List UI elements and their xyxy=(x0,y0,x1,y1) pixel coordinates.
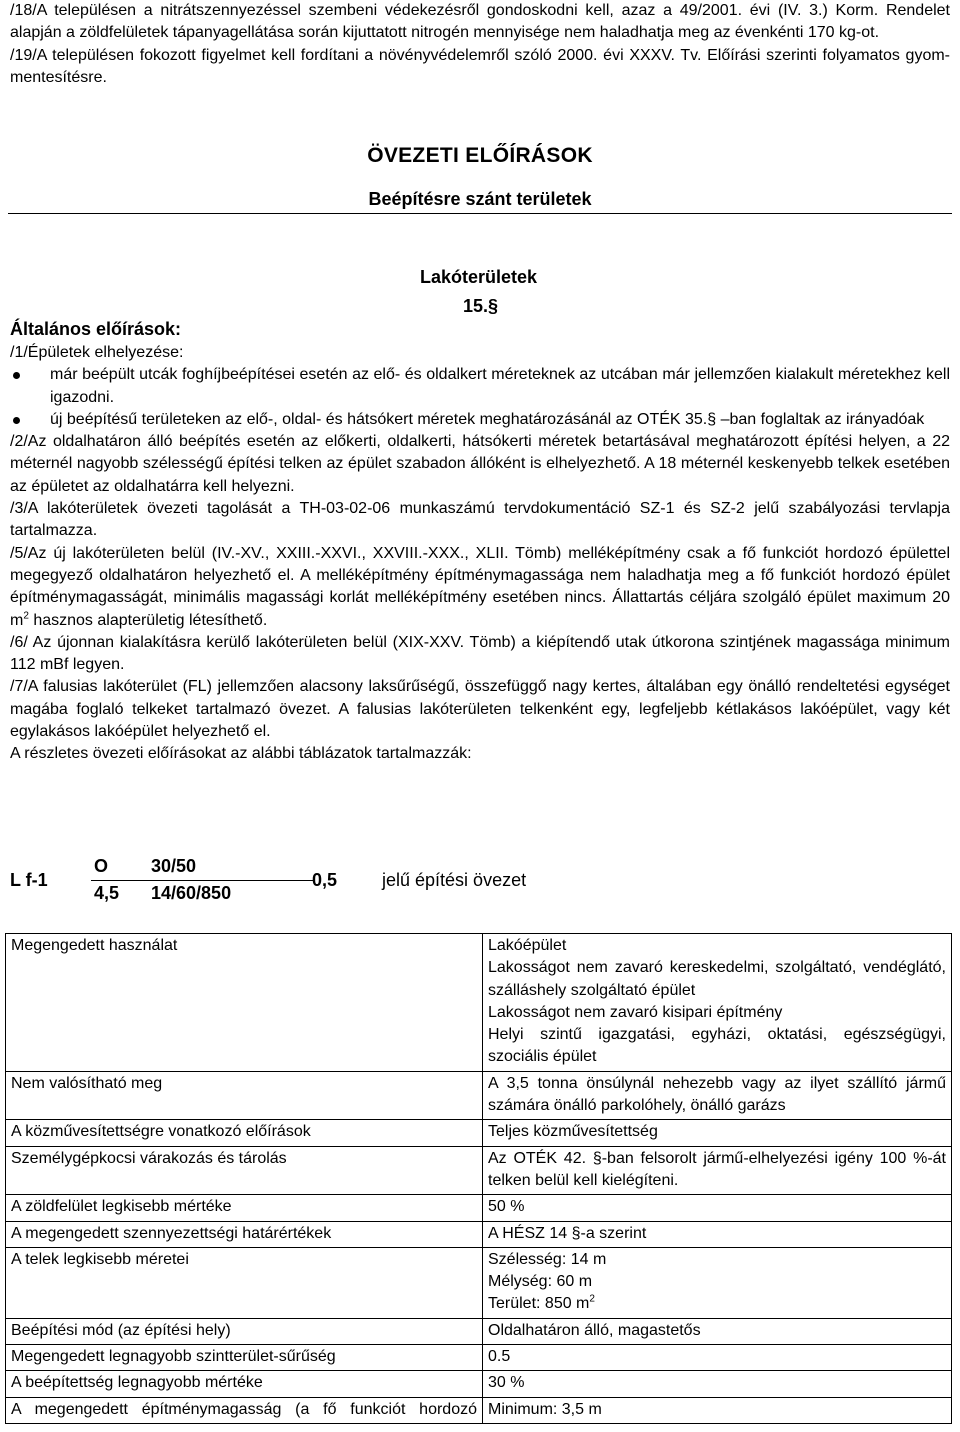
zone-rules-table xyxy=(5,933,952,1424)
bullet-text: már beépült utcák foghíjbeépítései esetén az elő- és oldalkert méreteknek az utcában már jellemzően kialakult méretekhez kell igazodni. xyxy=(50,366,950,406)
bullet-item xyxy=(10,364,950,409)
min-depth: Mélység: 60 m xyxy=(488,1273,593,1291)
rule-2: /2/Az oldalhatáron álló beépítés esetén az előkerti, oldalkerti, hátsókerti méretek betartásával meghatározott építési helyen, a 22 méternél nagyobb szélességű építési telken az épület szabadon állóként is elhelyezhető. A 18 méternél keskenyebb telkek esetében az épületet az oldalhatárra kell helyezni. xyxy=(10,433,950,495)
rule-5-end: hasznos alapterületig létesíthető. xyxy=(28,611,268,629)
zone-code xyxy=(10,855,710,907)
zone-code-bottom-right: 14/60/850 xyxy=(151,883,232,903)
zone-code-bottom-left: 4,5 xyxy=(94,883,120,903)
table-cell-value xyxy=(483,1247,952,1318)
table-cell-value: A HÉSZ 14 §-a szerint xyxy=(483,1221,952,1247)
bullet-icon xyxy=(13,372,20,379)
table-row xyxy=(6,1247,952,1318)
table-row xyxy=(6,1318,952,1344)
table-cell-value: Az OTÉK 42. §-ban felsorolt jármű-elhelyezési igény 100 %-át telken belül kell kielégíteni. xyxy=(483,1146,952,1195)
zone-code-top-right: 30/50 xyxy=(151,856,197,876)
use-item: Helyi szintű igazgatási, egyházi, oktatási, egészségügyi, szociális épület xyxy=(488,1026,946,1066)
rule-5 xyxy=(10,543,950,632)
min-area xyxy=(488,1293,946,1315)
table-cell-label: A telek legkisebb méretei xyxy=(6,1247,483,1318)
use-item: Lakosságot nem zavaró kereskedelmi, szolgáltató, vendéglátó, szálláshely szolgáltató épület xyxy=(488,959,946,999)
rule-5-text: /5/Az új lakóterületen belül (IV.-XV., XXIII.-XXVI., XXVIII.-XXX., XLII. Tömb) melléképítmény csak a fő funkciót hordozó épülettel megegyező oldalhatáron helyezhető el. A melléképítmény építménymagassága nem haladhatja meg a fő funkciót hordozó épület építménymagasságát, minimális magassági korlát melléképítmény esetében nincs. Állattartás céljára szolgáló épület maximum 20 m xyxy=(10,544,950,629)
table-cell-label: Személygépkocsi várakozás és tárolás xyxy=(6,1146,483,1195)
zone-code-top-left: O xyxy=(94,856,109,876)
use-item: Lakosságot nem zavaró kisipari építmény xyxy=(488,1003,783,1021)
horizontal-divider xyxy=(8,213,952,214)
rule-6: /6/ Az újonnan kialakításra kerülő lakóterületen belül (XIX-XXV. Tömb) a kiépítendő utak útkorona szintjének magassága minimum 112 mBf legyen. xyxy=(10,633,950,674)
paragraph-18: /18/A településen a nitrátszennyezéssel szembeni védekezésről gondoskodni kell, azaz a 49/2001. évi (IV. 3.) Korm. Rendelet alapján a zöldfelületek tápanyagellátása során kijuttatott nitrogén mennyisége nem haladhatja meg az évenkénti 170 kg-ot. xyxy=(10,2,950,42)
paragraph-number: 15.§ xyxy=(463,296,499,316)
table-row xyxy=(6,1071,952,1120)
bullet-icon xyxy=(13,417,20,424)
min-area-text: Terület: 850 m xyxy=(488,1295,590,1313)
rule-1-title: /1/Épületek elhelyezése: xyxy=(10,344,184,361)
table-cell-value: Oldalhatáron álló, magastetős xyxy=(483,1318,952,1344)
section-subheading: Beépítésre szánt területek xyxy=(368,189,592,209)
zone-title: Lakóterületek xyxy=(420,267,538,287)
table-cell-label: A beépítettség legnagyobb mértéke xyxy=(6,1371,483,1397)
table-cell-label: A megengedett szennyezettségi határértékek xyxy=(6,1221,483,1247)
bullet-item xyxy=(10,409,950,431)
section-heading: ÖVEZETI ELŐÍRÁSOK xyxy=(367,144,593,167)
bullet-text: új beépítésű területeken az elő-, oldal- és hátsókert méretek meghatározásánál az OTÉK 35.§ –ban foglaltak az irányadóak xyxy=(50,410,925,428)
zone-code-ratio: 0,5 xyxy=(312,870,338,890)
zone-code-label: jelű építési övezet xyxy=(382,870,527,890)
rule-3: /3/A lakóterületek övezeti tagolását a TH-03-02-06 munkaszámú tervdokumentáció SZ-1 és SZ-2 jelű szabályozási tervlapja tartalmazza. xyxy=(10,500,950,540)
fraction-line xyxy=(91,880,315,881)
table-cell-label: A zöldfelület legkisebb mértéke xyxy=(6,1195,483,1221)
table-row xyxy=(6,1397,952,1423)
table-cell-label: Beépítési mód (az építési hely) xyxy=(6,1318,483,1344)
table-row xyxy=(6,1345,952,1371)
table-row xyxy=(6,1371,952,1397)
zone-code-name: L f-1 xyxy=(10,870,48,890)
table-cell-label: Nem valósítható meg xyxy=(6,1071,483,1120)
general-rules-title: Általános előírások: xyxy=(10,319,182,339)
rules-body xyxy=(10,342,950,766)
table-cell-value: 30 % xyxy=(483,1371,952,1397)
superscript: 2 xyxy=(589,1294,595,1306)
table-cell-value: A 3,5 tonna önsúlynál nehezebb vagy az ilyet szállító jármű számára önálló parkolóhely, önálló garázs xyxy=(483,1071,952,1120)
superscript: 2 xyxy=(23,610,29,622)
rule-7: /7/A falusias lakóterület (FL) jellemzően alacsony laksűrűségű, összefüggő nagy kertes, általában egy önálló rendeltetési egységet magába foglaló telkeket tartalmazó övezet. A falusias lakóterületen telkenként egy, legfeljebb kétlakásos lakóépület, vagy két egylakásos lakóépület helyezhető el. xyxy=(10,678,950,741)
table-row xyxy=(6,1221,952,1247)
use-item: Lakóépület xyxy=(488,937,567,954)
table-cell-label: Megengedett használat xyxy=(6,934,483,1072)
table-cell-value xyxy=(483,934,952,1072)
table-row xyxy=(6,1195,952,1221)
tables-intro: A részletes övezeti előírásokat az alábbi táblázatok tartalmazzák: xyxy=(10,745,472,763)
table-cell-value: 0.5 xyxy=(483,1345,952,1371)
min-width: Szélesség: 14 m xyxy=(488,1250,607,1268)
table-row xyxy=(6,934,952,1072)
table-cell-value: 50 % xyxy=(483,1195,952,1221)
table-row xyxy=(6,1146,952,1195)
table-cell-label: Megengedett legnagyobb szintterület-sűrűség xyxy=(6,1345,483,1371)
table-cell-label: A megengedett építménymagasság (a fő funkciót hordozó xyxy=(6,1397,483,1423)
table-cell-label: A közművesítettségre vonatkozó előírások xyxy=(6,1120,483,1146)
table-row xyxy=(6,1120,952,1146)
paragraph-19: /19/A településen fokozott figyelmet kell fordítani a növényvédelemről szóló 2000. évi XXXV. Tv. Előírási szerinti folyamatos gyom-mentesítésre. xyxy=(10,46,950,86)
table-cell-value: Minimum: 3,5 m xyxy=(483,1397,952,1423)
table-cell-value: Teljes közművesítettség xyxy=(483,1120,952,1146)
intro-section xyxy=(10,0,950,89)
